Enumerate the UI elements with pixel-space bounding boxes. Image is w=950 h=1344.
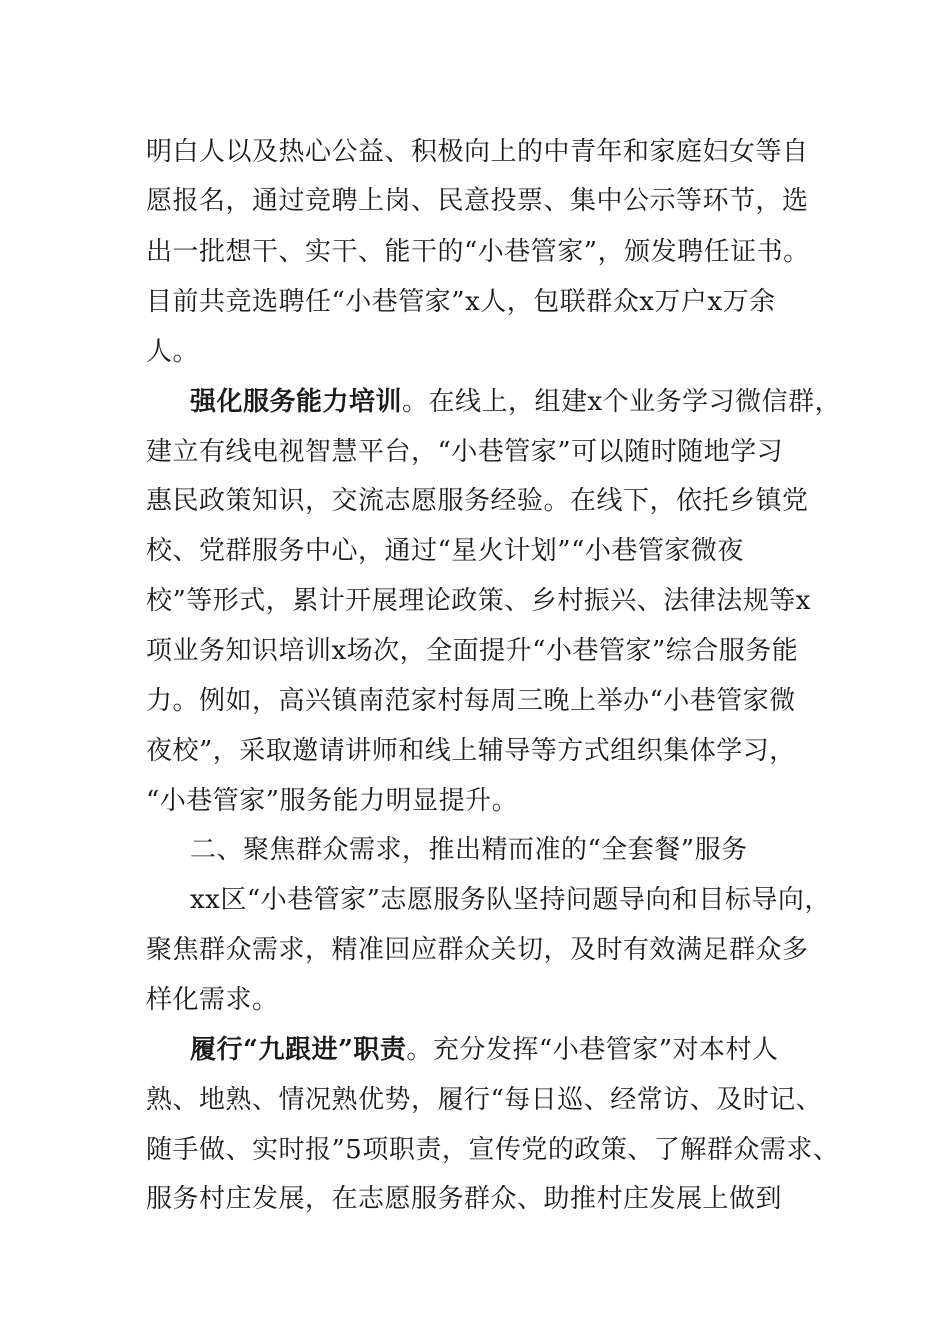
body-line: 项业务知识培训x场次，全面提升“小巷管家”综合服务能 <box>146 636 799 666</box>
section-heading-line: 履行“九跟进”职责。充分发挥“小巷管家”对本村人 <box>190 1035 779 1065</box>
section-heading: 强化服务能力培训 <box>190 387 403 417</box>
body-line: 人。 <box>146 337 200 367</box>
body-line: 样化需求。 <box>146 985 279 1015</box>
body-line: 建立有线电视智慧平台，“小巷管家”可以随时随地学习 <box>146 437 784 467</box>
chapter-heading: 二、聚焦群众需求，推出精而准的“全套餐”服务 <box>190 835 748 865</box>
body-line: 惠民政策知识，交流志愿服务经验。在线下，依托乡镇党 <box>146 486 809 516</box>
body-line: 夜校”，采取邀请讲师和线上辅导等方式组织集体学习， <box>146 736 796 766</box>
body-line: 愿报名，通过竞聘上岗、民意投票、集中公示等环节，选 <box>146 186 809 216</box>
section-heading-line: 强化服务能力培训。在线上，组建x个业务学习微信群， <box>190 387 842 417</box>
body-line: 随手做、实时报”5项职责，宣传党的政策、了解群众需求、 <box>146 1135 840 1165</box>
body-line: 校”等形式，累计开展理论政策、乡村振兴、法律法规等x <box>146 586 811 616</box>
body-line: 出一批想干、实干、能干的“小巷管家”，颁发聘任证书。 <box>146 237 810 267</box>
section-heading: 履行“九跟进”职责 <box>190 1035 407 1065</box>
body-line: 聚焦群众需求，精准回应群众关切，及时有效满足群众多 <box>146 935 809 965</box>
body-line: 目前共竞选聘任“小巷管家”x人，包联群众x万户x万余 <box>146 287 776 317</box>
body-line: 校、党群服务中心，通过“星火计划”“小巷管家微夜 <box>146 536 744 566</box>
body-line: xx区“小巷管家”志愿服务队坚持问题导向和目标导向， <box>190 885 831 915</box>
body-line: 服务村庄发展，在志愿服务群众、助推村庄发展上做到 <box>146 1184 783 1214</box>
body-line: “小巷管家”服务能力明显提升。 <box>146 786 519 816</box>
body-line: 熟、地熟、情况熟优势，履行“每日巡、经常访、及时记、 <box>146 1085 823 1115</box>
body-line: 明白人以及热心公益、积极向上的中青年和家庭妇女等自 <box>146 137 809 167</box>
body-line: 力。例如，高兴镇南范家村每周三晚上举办“小巷管家微 <box>146 686 796 716</box>
